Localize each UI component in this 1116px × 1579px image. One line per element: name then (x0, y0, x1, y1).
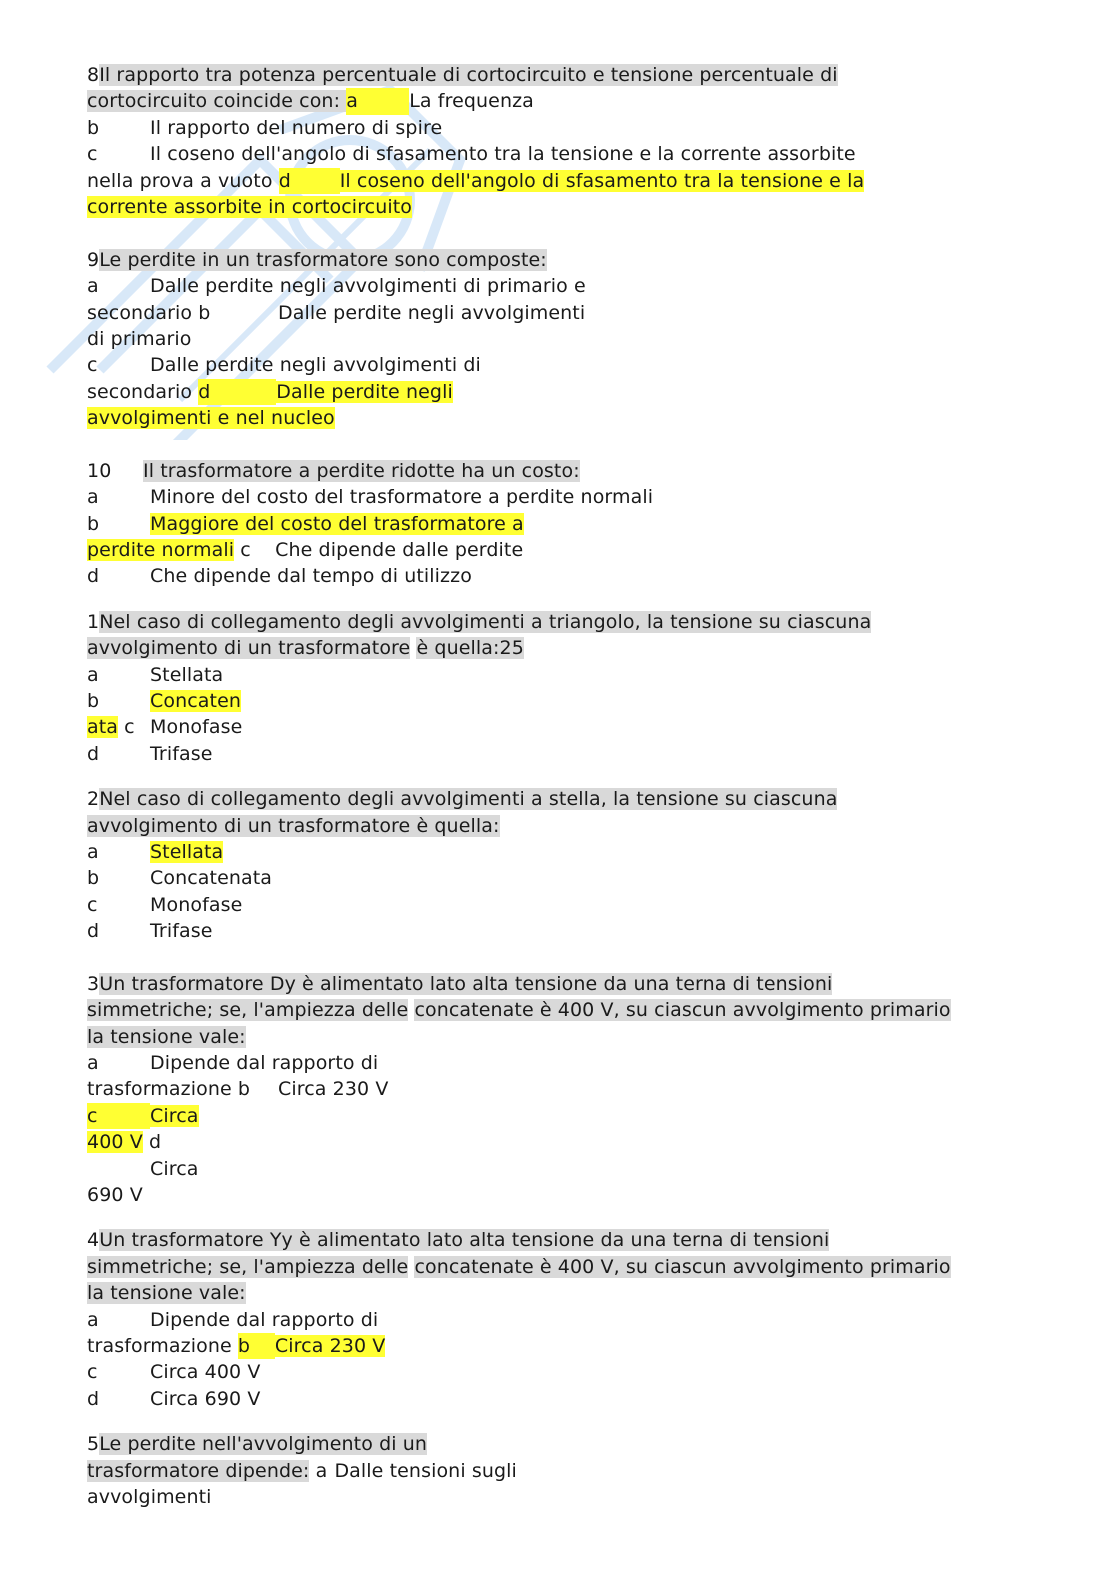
answer-text: di primario (87, 327, 192, 350)
answer-c-line (87, 892, 987, 918)
answer-d-line (87, 194, 987, 220)
question-text: avvolgimento di un trasformatore (87, 637, 411, 660)
answer-letter: a (87, 1308, 99, 1331)
answer-text: Dalle perdite negli avvolgimenti di primario e (150, 275, 586, 298)
answer-letter: b (87, 867, 100, 890)
answer-letter: b (87, 689, 100, 712)
answer-letter: d (87, 920, 100, 943)
question-4-line (87, 1254, 987, 1280)
answer-text: Dalle tensioni sugli (334, 1459, 517, 1482)
question-text: concatenate è 400 V, su ciascun avvolgimento primario (414, 999, 951, 1022)
answer-letter-correct: d (198, 379, 276, 405)
document-body (87, 62, 987, 1510)
answer-text: Dalle perdite negli avvolgimenti di (150, 354, 481, 377)
question-3-line (87, 971, 987, 997)
question-number: 4 (87, 1229, 100, 1252)
question-text: Le perdite in un trasformatore sono composte: (99, 248, 547, 271)
answer-a-line (87, 300, 987, 326)
answer-letter-correct: d (279, 168, 340, 194)
answer-text: Dipende dal rapporto di (150, 1308, 379, 1331)
question-1-line (87, 609, 987, 635)
answer-text-correct: Il coseno dell'angolo di sfasamento tra la tensione e la (339, 169, 865, 192)
answer-a-line (87, 273, 987, 299)
answer-letter: a (309, 1459, 328, 1482)
answer-letter: a (87, 486, 99, 509)
answer-c-line (87, 352, 987, 378)
question-number: 3 (87, 972, 100, 995)
answer-letter-correct: b (238, 1333, 275, 1359)
answer-b-line (87, 537, 987, 563)
answer-text-correct: Stellata (150, 840, 224, 863)
answer-text: Che dipende dal tempo di utilizzo (150, 565, 472, 588)
answer-text: Il rapporto del numero di spire (150, 116, 443, 139)
answer-text-correct: 400 V (87, 1131, 143, 1154)
answer-text: nella prova a vuoto (87, 169, 279, 192)
answer-text-correct: avvolgimenti e nel nucleo (87, 407, 335, 430)
answer-a-line (87, 1484, 987, 1510)
answer-text: trasformazione b (87, 1078, 251, 1101)
answer-text-correct: Circa 230 V (274, 1334, 386, 1357)
answer-d-line (87, 918, 987, 944)
question-8-line (87, 88, 987, 114)
answer-text: Monofase (150, 716, 243, 739)
answer-a-line (87, 484, 987, 510)
answer-text: Concatenata (150, 867, 273, 890)
answer-d-line (87, 741, 987, 767)
answer-text: 690 V (87, 1184, 143, 1207)
answer-letter: d (87, 565, 100, 588)
answer-text: Il coseno dell'angolo di sfasamento tra la tensione e la corrente assorbite (150, 143, 856, 166)
answer-text: avvolgimenti (87, 1485, 212, 1508)
answer-text-correct: ata (87, 716, 119, 739)
answer-letter: c (87, 143, 98, 166)
answer-d-line (87, 1156, 987, 1182)
answer-text: Trifase (150, 742, 213, 765)
answer-text-correct: Concaten (150, 689, 242, 712)
answer-text: Trifase (150, 920, 213, 943)
answer-b-line (87, 326, 987, 352)
answer-letter: b (87, 512, 100, 535)
answer-letter: d (87, 1387, 100, 1410)
question-text: simmetriche; se, l'ampiezza delle (87, 1255, 409, 1278)
question-number: 2 (87, 788, 100, 811)
answer-text: Che dipende dalle perdite (275, 539, 524, 562)
answer-letter: a (87, 1052, 99, 1075)
answer-letter: c (234, 539, 251, 562)
question-2-line (87, 786, 987, 812)
question-text: Il trasformatore a perdite ridotte ha un costo: (143, 459, 580, 482)
answer-a-line (87, 1307, 987, 1333)
question-10-line (87, 458, 987, 484)
answer-text: Dalle perdite negli avvolgimenti (278, 301, 586, 324)
question-text: Il rapporto tra potenza percentuale di cortocircuito e tensione percentuale di (99, 64, 838, 86)
answer-b-line (87, 865, 987, 891)
answer-letter: a (87, 663, 99, 686)
answer-a-line (87, 1050, 987, 1076)
question-text: Un trasformatore Dy è alimentato lato alta tensione da una terna di tensioni (99, 972, 833, 995)
answer-text: trasformazione (87, 1334, 238, 1357)
question-4-line (87, 1227, 987, 1253)
answer-letter: a (346, 88, 409, 114)
answer-b-line (87, 115, 987, 141)
answer-letter: d (142, 1131, 162, 1154)
answer-letter-correct: c (87, 1103, 150, 1129)
answer-text-correct: Dalle perdite negli (276, 380, 453, 403)
answer-text: Circa 230 V (278, 1078, 389, 1101)
answer-a-line (87, 839, 987, 865)
answer-c-line (87, 168, 987, 194)
answer-b-line (87, 511, 987, 537)
answer-text: La frequenza (409, 90, 534, 113)
question-number: 1 (87, 610, 100, 633)
question-text: Nel caso di collegamento degli avvolgimenti a triangolo, la tensione su ciascuna (99, 610, 872, 633)
question-text: avvolgimento di un trasformatore è quella: (87, 814, 500, 837)
answer-text: secondario b (87, 301, 211, 324)
question-text: la tensione vale: (87, 1025, 246, 1048)
answer-text-correct: corrente assorbite in cortocircuito (87, 195, 413, 218)
question-text: Le perdite nell'avvolgimento di un (99, 1433, 428, 1456)
question-text: simmetriche; se, l'ampiezza delle (87, 999, 409, 1022)
question-3-line (87, 1024, 987, 1050)
question-number: 5 (87, 1433, 100, 1456)
answer-letter: d (87, 742, 100, 765)
question-text: Nel caso di collegamento degli avvolgimenti a stella, la tensione su ciascuna (99, 788, 838, 811)
answer-text: Circa (150, 1157, 199, 1180)
answer-c-line (87, 1129, 987, 1155)
answer-d-line (87, 563, 987, 589)
answer-text: Minore del costo del trasformatore a perdite normali (150, 486, 654, 509)
question-text: trasformatore dipende: (87, 1459, 310, 1482)
answer-letter: c (87, 354, 98, 377)
question-number: 9 (87, 248, 100, 271)
answer-b-line (87, 714, 987, 740)
answer-letter: c (87, 893, 98, 916)
answer-a-line (87, 1333, 987, 1359)
answer-c-line (87, 379, 987, 405)
answer-d-line (87, 405, 987, 431)
question-number: 8 (87, 64, 100, 86)
question-3-line (87, 997, 987, 1023)
answer-text: Circa 690 V (150, 1387, 261, 1410)
question-number: 10 (87, 459, 112, 482)
question-text: concatenate è 400 V, su ciascun avvolgimento primario (414, 1255, 951, 1278)
question-2-line (87, 813, 987, 839)
question-1-line (87, 635, 987, 661)
answer-letter: c (118, 716, 135, 739)
answer-letter: c (87, 1361, 98, 1384)
answer-text: Circa 400 V (150, 1361, 261, 1384)
answer-c-line (87, 1103, 987, 1129)
question-5-line (87, 1458, 987, 1484)
answer-text: Stellata (150, 663, 224, 686)
answer-text: secondario (87, 380, 199, 403)
question-text: Un trasformatore Yy è alimentato lato alta tensione da una terna di tensioni (99, 1229, 830, 1252)
question-text: cortocircuito coincide con: (87, 90, 347, 113)
answer-d-line (87, 1182, 987, 1208)
answer-letter: a (87, 275, 99, 298)
answer-text: Dipende dal rapporto di (150, 1052, 379, 1075)
answer-b-line (87, 688, 987, 714)
question-4-line (87, 1280, 987, 1306)
question-9-line (87, 247, 987, 273)
answer-c-line (87, 1359, 987, 1385)
question-text: è quella:25 (416, 637, 524, 660)
answer-letter: a (87, 840, 99, 863)
answer-letter: b (87, 116, 100, 139)
answer-a-line (87, 1076, 987, 1102)
answer-text: Monofase (150, 893, 243, 916)
answer-a-line (87, 662, 987, 688)
answer-text-correct: Maggiore del costo del trasformatore a (150, 512, 524, 535)
question-8-line (87, 62, 987, 88)
answer-text-correct: Circa (150, 1104, 199, 1127)
answer-d-line (87, 1386, 987, 1412)
answer-text-correct: perdite normali (87, 539, 235, 562)
answer-c-line (87, 141, 987, 167)
question-text: la tensione vale: (87, 1282, 246, 1305)
question-5-line (87, 1431, 987, 1457)
